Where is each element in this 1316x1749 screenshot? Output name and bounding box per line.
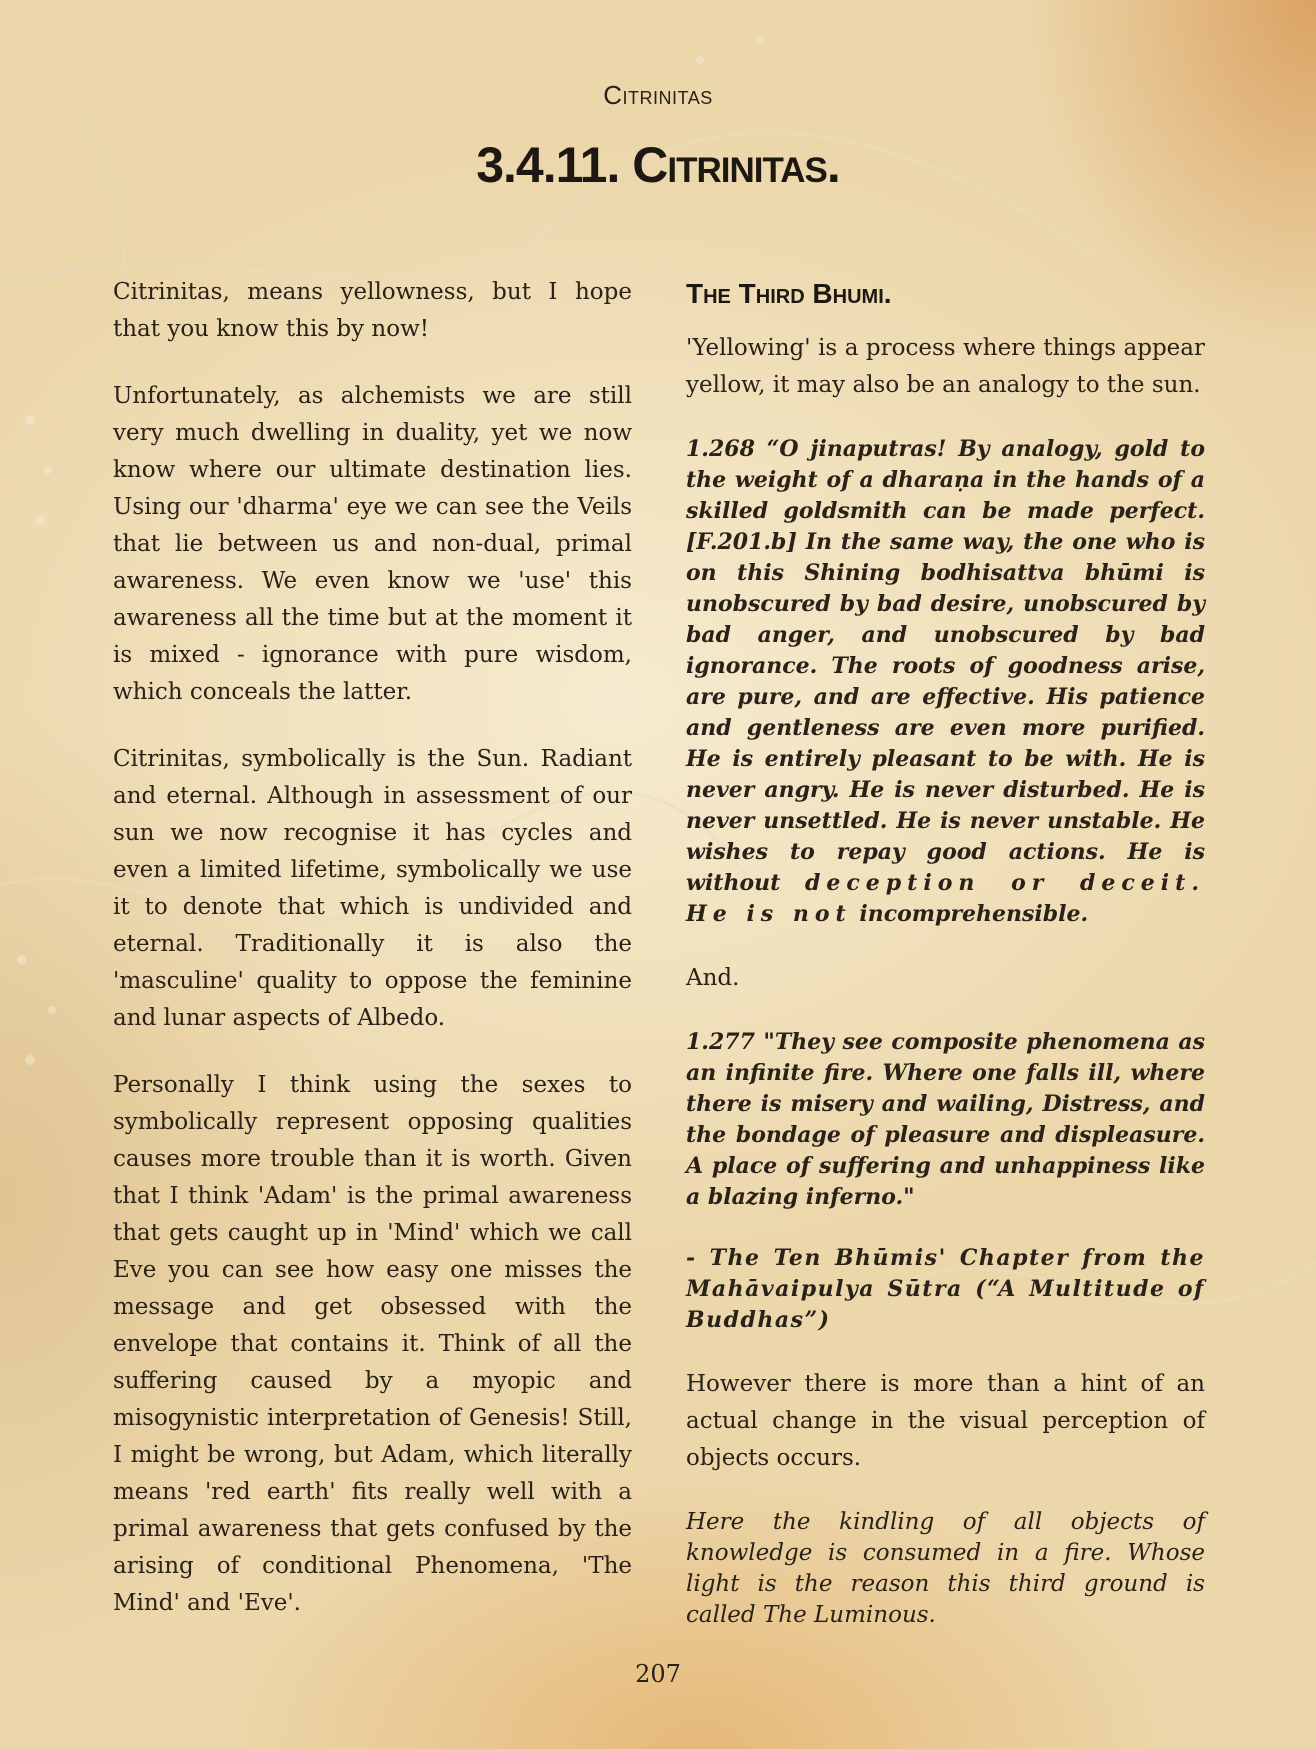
sutra-quote — [686, 434, 1205, 930]
chapter-title: 3.4.11. Citrinitas. — [476, 137, 840, 193]
quote-text-end: incomprehensible. — [859, 901, 1089, 927]
sutra-quote: 1.277 "They see composite phenomena as an infinite fire. Where one falls ill, where there is misery and wailing, Distress, and the bondage of pleasure and displeasure. A place of suffering and unhappiness like a blazing inferno." — [686, 1029, 1205, 1210]
quote-text: 1.268 “O jinaputras! By analogy, gold to the weight of a dharaṇa in the hands of a skilled goldsmith can be made perfect. [F.201.b] In the same way, the one who is on this Shining bodhisattva bhūmi is unobscured by bad desire, unobscured by bad anger, and unobscured by bad ignorance. The roots of goodness arise, are pure, and are effective. His patience and gentleness are even more purified. He is entirely pleasant to be with. He is never angry. He is never disturbed. He is never unsettled. He is never unstable. He wishes to repay good actions. He is without — [686, 436, 1205, 896]
quote-text-spaced: deception or deceit. He is not — [686, 870, 1205, 927]
body-paragraph: Personally I think using the sexes to symbolically represent opposing qualities causes more trouble than it is worth. Given that I think 'Adam' is the primal awareness that gets caught up in 'Mind' which we call Eve you can see how easy one misses the message and get obsessed with the envelope that contains it. Think of all the suffering caused by a myopic and misogynistic interpretation of Genesis! Still, I might be wrong, but Adam, which literally means 'red earth' fits really well with a primal awareness that gets confused by the arising of conditional Phenomena, 'The Mind' and 'Eve'. — [113, 1072, 632, 1616]
closing-quote: Here the kindling of all objects of knowledge is consumed in a fire. Whose light is the reason this third ground is called The Luminous. — [686, 1509, 1205, 1628]
left-column — [113, 274, 632, 1652]
body-paragraph: However there is more than a hint of an actual change in the visual perception of objects occurs. — [686, 1371, 1205, 1471]
body-paragraph: Citrinitas, means yellowness, but I hope that you know this by now! — [113, 279, 632, 342]
body-paragraph: Citrinitas, symbolically is the Sun. Radiant and eternal. Although in assessment of our sun we now recognise it has cycles and even a limited lifetime, symbolically we use it to denote that which is undivided and eternal. Traditionally it is also the 'masculine' quality to oppose the feminine and lunar aspects of Albedo. — [113, 746, 632, 1031]
page-number: 207 — [635, 1660, 681, 1688]
section-heading: The Third Bhumi. — [686, 278, 892, 309]
quote-citation: - The Ten Bhūmis' Chapter from the Mahāvaipulya Sūtra (“A Multitude of Buddhas”) — [686, 1245, 1205, 1333]
body-paragraph: Unfortunately, as alchemists we are still very much dwelling in duality, yet we now know where our ultimate destination lies. Using our 'dharma' eye we can see the Veils that lie between us and non-dual, primal awareness. We even know we 'use' this awareness all the time but at the moment it is mixed - ignorance with pure wisdom, which conceals the latter. — [113, 383, 632, 705]
running-head: Citrinitas — [603, 80, 713, 110]
body-paragraph: And. — [686, 965, 740, 991]
body-paragraph: 'Yellowing' is a process where things appear yellow, it may also be an analogy to the sun. — [686, 335, 1205, 398]
right-column — [686, 274, 1205, 1661]
